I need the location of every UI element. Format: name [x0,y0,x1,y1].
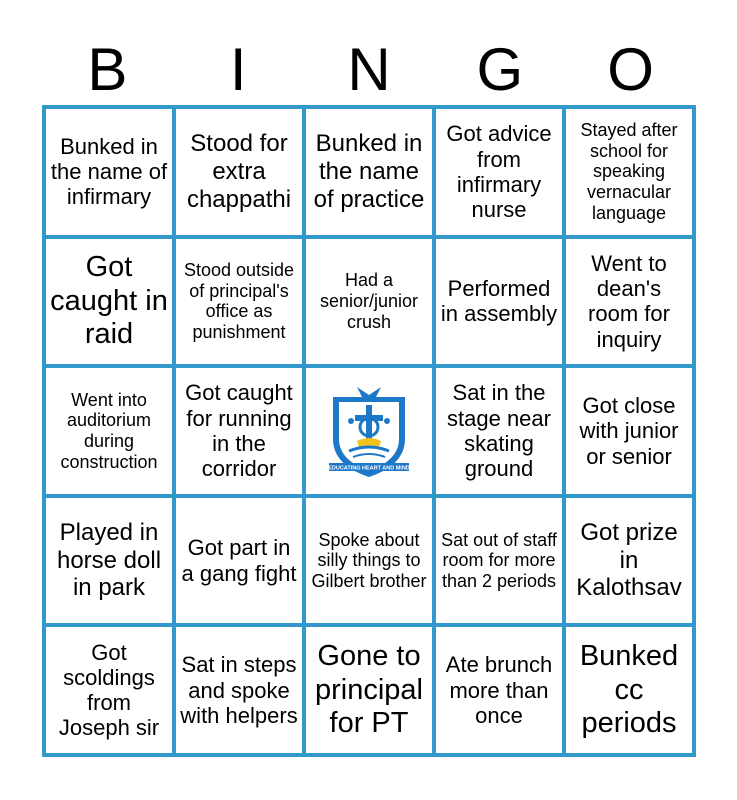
bingo-cell[interactable]: Bunked in the name of infirmary [46,109,172,235]
bingo-cell[interactable]: Got close with junior or senior [566,368,692,494]
bingo-cell[interactable]: Got caught for running in the corridor [176,368,302,494]
bingo-cell[interactable]: Got scoldings from Joseph sir [46,627,172,753]
school-crest-logo [327,383,411,479]
svg-text:EDUCATING HEART AND MIND: EDUCATING HEART AND MIND [328,465,410,472]
bingo-cell[interactable]: Sat out of staff room for more than 2 periods [436,498,562,624]
bingo-cell[interactable]: Stayed after school for speaking vernacular language [566,109,692,235]
bingo-cell[interactable]: Got advice from infirmary nurse [436,109,562,235]
bingo-cell[interactable]: Got part in a gang fight [176,498,302,624]
bingo-grid [42,105,696,757]
bingo-cell[interactable]: Bunked cc periods [566,627,692,753]
bingo-cell[interactable]: Played in horse doll in park [46,498,172,624]
bingo-cell[interactable]: Gone to principal for PT [306,627,432,753]
bingo-cell[interactable]: Went into auditorium during construction [46,368,172,494]
bingo-cell[interactable]: Ate brunch more than once [436,627,562,753]
bingo-cell[interactable]: Got caught in raid [46,239,172,365]
bingo-cell[interactable]: Stood outside of principal's office as punishment [176,239,302,365]
bingo-cell[interactable]: Stood for extra chappathi [176,109,302,235]
header-letter-i: I [229,36,247,103]
bingo-cell[interactable]: Spoke about silly things to Gilbert brother [306,498,432,624]
header-letter-n: N [347,36,391,103]
bingo-header [42,30,696,110]
header-letter-g: G [476,36,524,103]
bingo-cell[interactable]: Had a senior/junior crush [306,239,432,365]
bingo-cell[interactable]: Got prize in Kalothsav [566,498,692,624]
header-letter-o: O [607,36,654,103]
bingo-cell[interactable]: Sat in the stage near skating ground [436,368,562,494]
bingo-cell[interactable]: Went to dean's room for inquiry [566,239,692,365]
bingo-cell[interactable]: Performed in assembly [436,239,562,365]
bingo-cell[interactable]: Sat in steps and spoke with helpers [176,627,302,753]
bingo-cell[interactable]: Bunked in the name of practice [306,109,432,235]
free-space-cell[interactable] [306,368,432,494]
header-letter-b: B [87,36,128,103]
